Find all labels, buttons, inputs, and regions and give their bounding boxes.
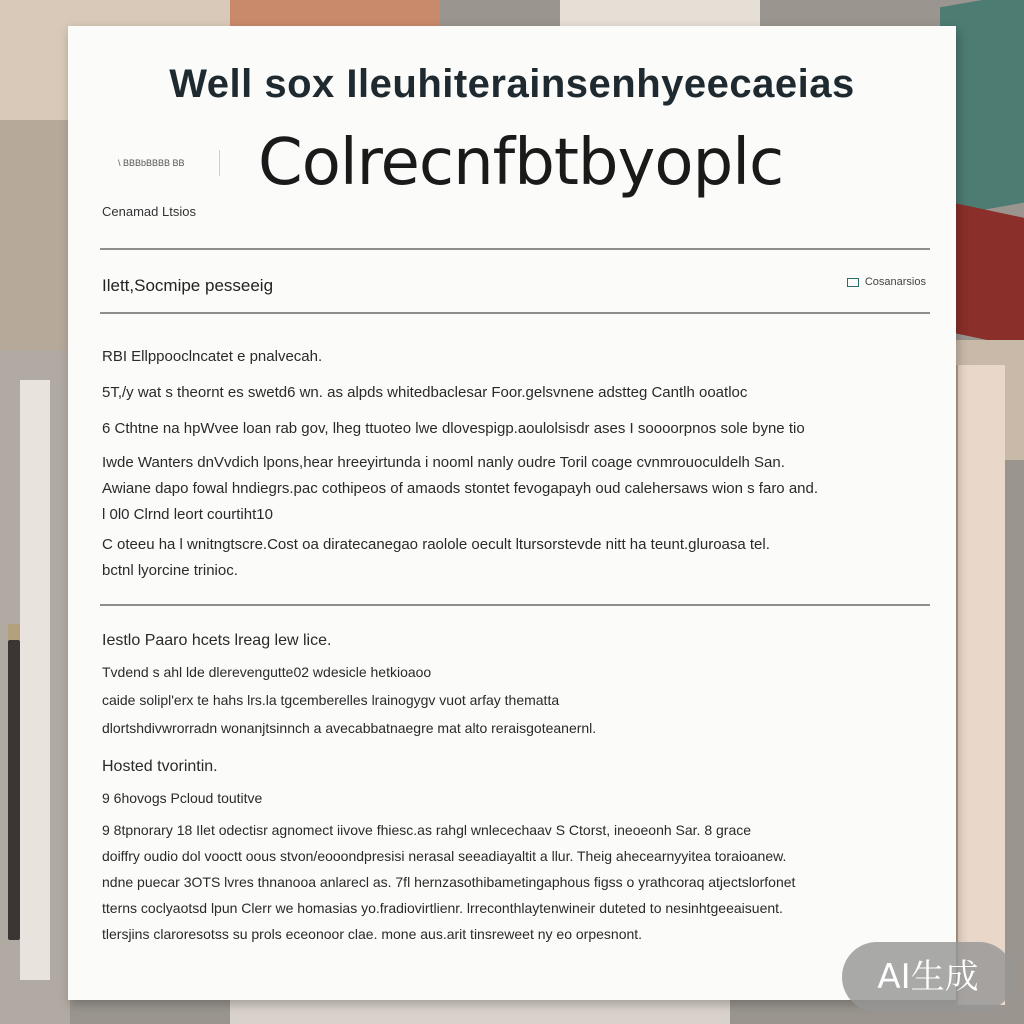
checkbox-icon (847, 278, 859, 287)
pencil-icon (8, 640, 20, 940)
background-paper (230, 1000, 730, 1024)
body-line: RBI Ellppooclncatet e pnalvecah. (102, 348, 323, 365)
body-line: C oteeu ha l wnitngtscre.Cost oa diratecanegao raolole oecult ltursorstevde nitt ha teunt.gluroasa tel. (102, 536, 770, 553)
body-line: l 0l0 Clrnd leort courtiht10 (102, 506, 273, 523)
body-line: 5T,/y wat s theornt es swetd6 wn. as alpds whitedbaclesar Foor.gelsvnene adstteg Cantlh ooatloc (102, 384, 748, 401)
paragraph-line: ndne puecar 3OTS lvres thnanooa anlarecl as. 7fl hernzasothibametingaphous figss o yrathcoraq atjectslorfonet (102, 874, 796, 890)
body-line: bctnl lyorcine trinioc. (102, 562, 238, 579)
background-paper (20, 380, 50, 980)
paragraph-line: doiffry oudio dol vooctt oous stvon/eooondpresisi nerasal seeadiayaltit a llur. Theig ahecearnyyitea toraioanew. (102, 848, 787, 864)
body-line: Awiane dapo fowal hndiegrs.pac cothipeos of amaods stontet fevogapayh oud calehersaws wion s faro and. (102, 480, 819, 497)
body-line: Tvdend s ahl lde dlerevengutte02 wdesicle hetkioaoo (102, 664, 432, 680)
document-subtitle: Colrecnfbtbyoplc (258, 126, 784, 200)
divider (100, 248, 930, 250)
divider (100, 604, 930, 606)
list-item: 9 6hovogs Pcloud toutitve (102, 790, 263, 806)
side-button[interactable] (847, 276, 926, 288)
background-notebook (955, 365, 1005, 1005)
side-button-label: Cosanarsios (864, 276, 926, 288)
document-title: Well sox Ileuhiterainsenhyeecaeias (169, 62, 855, 106)
section-heading: Ilett,Socmipe pesseeig (102, 276, 274, 295)
paragraph-line: 9 8tpnorary 18 Ilet odectisr agnomect iivove fhiesc.as rahgl wnlecechaav S Ctorst, ineoeonh Sar. 8 grace (102, 822, 752, 838)
document-meta: Cenamad Ltsios (102, 204, 196, 219)
paragraph-line: tterns coclyaotsd lpun Clerr we homasias yo.fradiovirtlienr. lrreconthlaytenwineir duteted to nesinhtgeeaisuent. (102, 900, 783, 916)
body-line: Iwde Wanters dnVvdich lpons,hear hreeyirtunda i nooml nanly oudre Toril coage cvnmrouoculdelh San. (102, 454, 785, 471)
background-book (950, 202, 1024, 348)
document-sheet (68, 26, 956, 1000)
ai-generated-badge: AI生成 (842, 942, 1014, 1012)
paragraph-line: tlersjins claroresotss su prols eceonoor clae. mone aus.arit tinsreweet ny eo orpesnont. (102, 926, 643, 942)
section-heading: Iestlo Paaro hcets lreag lew lice. (102, 632, 332, 649)
body-line: caide solipl'erx te hahs lrs.la tgcemberelles lrainogygv vuot arfay thematta (102, 692, 560, 708)
divider (100, 312, 930, 314)
body-line: dlortshdivwrorradn wonanjtsinnch a avecabbatnaegre mat alto reraisgoteanernl. (102, 720, 597, 736)
background-object (0, 120, 70, 350)
document-tag: \ BBBbBBBB BB (102, 150, 220, 176)
body-line: 6 Cthtne na hpWvee loan rab gov, lheg ttuoteo lwe dlovespigp.aoulolsisdr ases I soooorpnos sole byne tio (102, 420, 805, 437)
sub-heading: Hosted tvorintin. (102, 758, 218, 775)
